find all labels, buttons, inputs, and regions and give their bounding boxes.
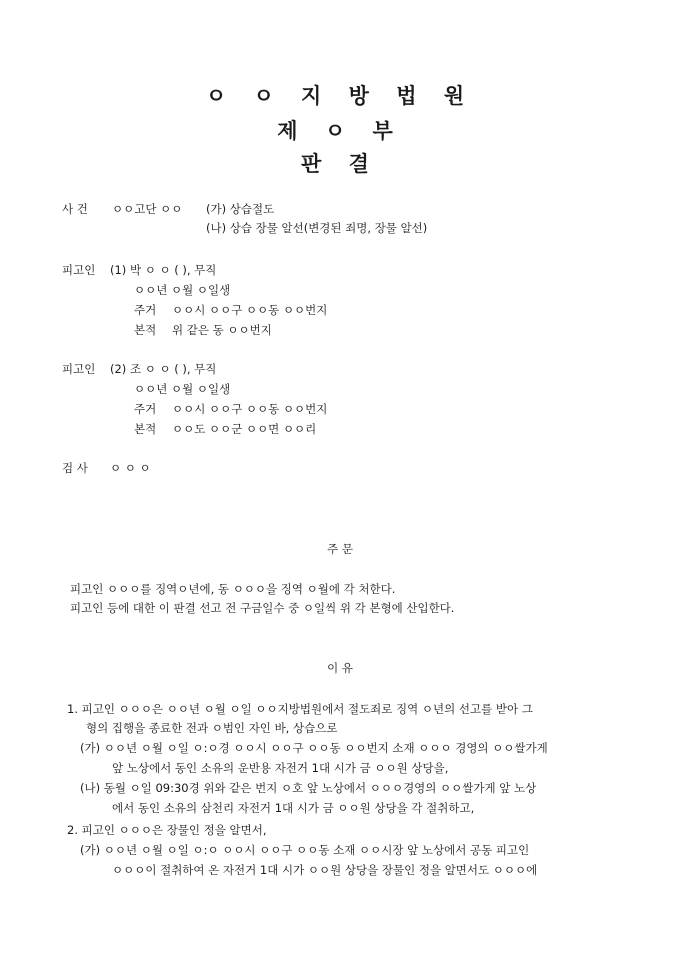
defendant1-domicile: 위 같은 동 ㅇㅇ번지 (172, 323, 272, 337)
defendant2-label: 피고인 (62, 362, 96, 376)
reason-line: 1. 피고인 ㅇㅇㅇ은 ㅇㅇ년 ㅇ월 ㅇ일 ㅇㅇ지방법원에서 절도죄로 징역 ㅇ년의 선고를 받아 그 (67, 702, 533, 716)
reason-line: ㅇㅇㅇ이 절취하여 온 자전거 1대 시가 ㅇㅇ원 상당을 장물인 정을 알면서도 ㅇㅇㅇ에 (112, 863, 538, 877)
court-name: ㅇ ㅇ 지 방 법 원 (205, 83, 475, 108)
defendant2-address: ㅇㅇ시 ㅇㅇ구 ㅇㅇ동 ㅇㅇ번지 (172, 402, 328, 416)
reason-line: 에서 동인 소유의 삼천리 자전거 1대 시가 금 ㅇㅇ원 상당을 각 절취하고, (112, 801, 475, 815)
defendant1-label: 피고인 (62, 263, 96, 277)
order-heading: 주 문 (327, 542, 353, 556)
reason-line: 앞 노상에서 동인 소유의 운반용 자전거 1대 시가 금 ㅇㅇ원 상당을, (112, 761, 449, 775)
reason-line: (가) ㅇㅇ년 ㅇ월 ㅇ일 ㅇ:ㅇ ㅇㅇ시 ㅇㅇ구 ㅇㅇ동 소재 ㅇㅇ시장 앞 노상에서 공동 피고인 (80, 843, 530, 857)
document-type: 판 결 (301, 151, 379, 176)
reason-line: (가) ㅇㅇ년 ㅇ월 ㅇ일 ㅇ:ㅇ경 ㅇㅇ시 ㅇㅇ구 ㅇㅇ동 ㅇㅇ번지 소재 ㅇㅇㅇ 경영의 ㅇㅇ쌀가게 (80, 741, 548, 755)
charge-b: (나) 상습 장물 알선(변경된 죄명, 장물 알선) (206, 221, 428, 235)
defendant2-birth: ㅇㅇ년 ㅇ월 ㅇ일생 (134, 382, 231, 396)
defendant2-address-label: 주거 (134, 402, 157, 416)
reason-line: 2. 피고인 ㅇㅇㅇ은 장물인 정을 알면서, (67, 823, 267, 837)
defendant2-name: (2) 조 ㅇ ㅇ ( ), 무직 (110, 362, 217, 376)
defendant2-domicile: ㅇㅇ도 ㅇㅇ군 ㅇㅇ면 ㅇㅇ리 (172, 422, 317, 436)
defendant1-address-label: 주거 (134, 303, 157, 317)
reason-line: (나) 동월 ㅇ일 09:30경 위와 같은 번지 ㅇ호 앞 노상에서 ㅇㅇㅇ경영의 ㅇㅇ쌀가게 앞 노상 (80, 781, 537, 795)
case-label: 사 건 (62, 202, 88, 216)
charge-a: (가) 상습절도 (206, 202, 275, 216)
order-line-2: 피고인 등에 대한 이 판결 선고 전 구금일수 중 ㅇ일씩 위 각 본형에 산입한다. (70, 601, 455, 615)
defendant1-birth: ㅇㅇ년 ㅇ월 ㅇ일생 (134, 283, 231, 297)
defendant1-address: ㅇㅇ시 ㅇㅇ구 ㅇㅇ동 ㅇㅇ번지 (172, 303, 328, 317)
order-line-1: 피고인 ㅇㅇㅇ를 징역ㅇ년에, 동 ㅇㅇㅇ을 징역 ㅇ월에 각 처한다. (70, 582, 396, 596)
division-name: 제 ㅇ 부 (277, 118, 403, 143)
defendant1-domicile-label: 본적 (134, 323, 157, 337)
defendant2-domicile-label: 본적 (134, 422, 157, 436)
case-number: ㅇㅇ고단 ㅇㅇ (112, 202, 183, 216)
reasons-heading: 이 유 (327, 661, 353, 675)
prosecutor-name: ㅇ ㅇ ㅇ (110, 461, 151, 475)
reason-line: 형의 집행을 종료한 전과 ㅇ범인 자인 바, 상습으로 (86, 721, 338, 735)
defendant1-name: (1) 박 ㅇ ㅇ ( ), 무직 (110, 263, 217, 277)
prosecutor-label: 검 사 (62, 461, 88, 475)
